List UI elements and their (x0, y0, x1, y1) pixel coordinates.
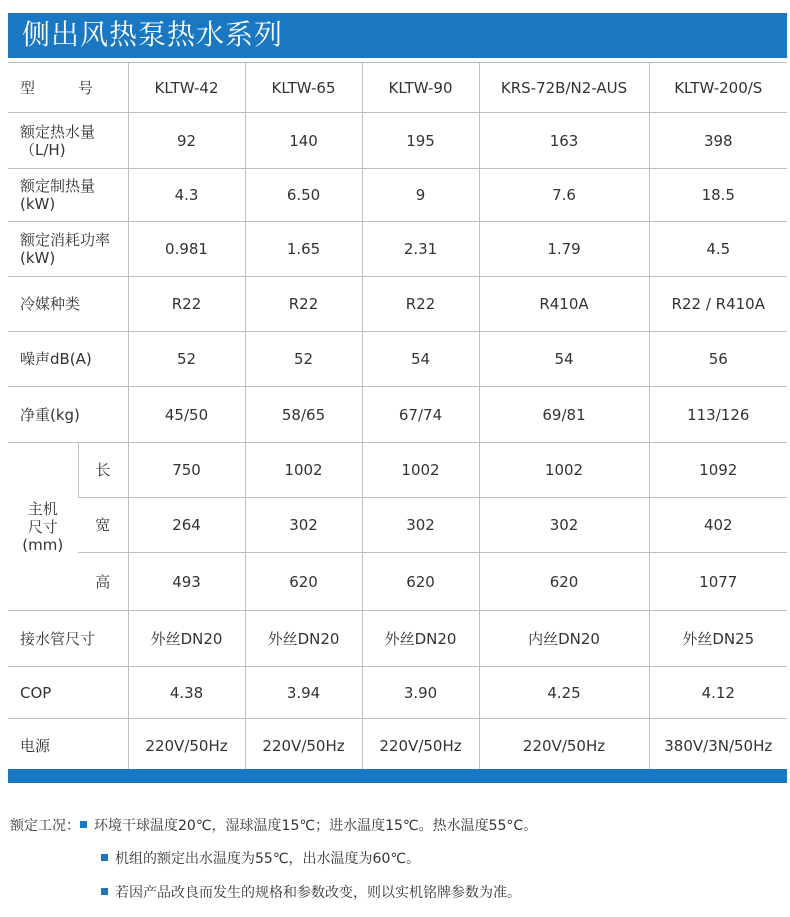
value-cell: 302 (362, 498, 479, 553)
table-row (8, 277, 787, 332)
value-cell: 4.5 (649, 222, 787, 277)
value-cell: 1002 (245, 443, 362, 498)
value-cell: 7.6 (479, 169, 649, 222)
note-item: 额定工况： 环境干球温度20℃，湿球温度15℃；进水温度15℃。热水温度55°C。 (10, 818, 538, 834)
model-cell: KLTW-200/S (649, 63, 787, 113)
value-cell: 56 (649, 332, 787, 387)
value-cell: 67/74 (362, 387, 479, 443)
row-label: 型 号 (8, 63, 128, 113)
table-row (8, 611, 787, 667)
value-cell: 45/50 (128, 387, 245, 443)
dimension-label: 宽 (78, 498, 128, 553)
value-cell: 4.3 (128, 169, 245, 222)
value-cell: 54 (362, 332, 479, 387)
value-cell: 113/126 (649, 387, 787, 443)
note-item: 若因产品改良而发生的规格和参数改变，则以实机铭牌参数为准。 (101, 882, 521, 904)
value-cell: 0.981 (128, 222, 245, 277)
dimension-label: 高 (78, 553, 128, 611)
value-cell: 4.25 (479, 667, 649, 719)
row-label: 噪声dB(A) (8, 332, 128, 387)
dimension-label: 长 (78, 443, 128, 498)
value-cell: 163 (479, 113, 649, 169)
table-row-dimension (8, 498, 787, 553)
value-cell: 620 (479, 553, 649, 611)
value-cell: 内丝DN20 (479, 611, 649, 667)
table-row (8, 169, 787, 222)
notes-prefix: 额定工况： (10, 818, 80, 834)
bullet-icon (80, 821, 87, 828)
bullet-icon (101, 888, 108, 895)
value-cell: 140 (245, 113, 362, 169)
value-cell: 92 (128, 113, 245, 169)
row-label: 接水管尺寸 (8, 611, 128, 667)
table-row (8, 667, 787, 719)
row-label: 额定热水量 （L/H) (8, 113, 128, 169)
model-cell: KLTW-90 (362, 63, 479, 113)
value-cell: 220V/50Hz (245, 719, 362, 774)
table-row-model (8, 63, 787, 113)
value-cell: 1002 (479, 443, 649, 498)
value-cell: 外丝DN20 (362, 611, 479, 667)
bullet-icon (101, 854, 108, 861)
spec-table (8, 62, 787, 774)
table-row-dimension (8, 443, 787, 498)
model-cell: KRS-72B/N2-AUS (479, 63, 649, 113)
value-cell: 302 (479, 498, 649, 553)
value-cell: 1.79 (479, 222, 649, 277)
value-cell: 69/81 (479, 387, 649, 443)
value-cell: 750 (128, 443, 245, 498)
row-label: 冷媒种类 (8, 277, 128, 332)
value-cell: 1.65 (245, 222, 362, 277)
table-row (8, 222, 787, 277)
value-cell: 6.50 (245, 169, 362, 222)
model-cell: KLTW-42 (128, 63, 245, 113)
row-label: COP (8, 667, 128, 719)
value-cell: 398 (649, 113, 787, 169)
value-cell: 18.5 (649, 169, 787, 222)
value-cell: 220V/50Hz (128, 719, 245, 774)
value-cell: 220V/50Hz (362, 719, 479, 774)
value-cell: 4.38 (128, 667, 245, 719)
value-cell: 54 (479, 332, 649, 387)
bottom-bar (8, 769, 787, 783)
row-label: 净重(kg) (8, 387, 128, 443)
value-cell: 52 (245, 332, 362, 387)
row-label: 额定消耗功率 (kW) (8, 222, 128, 277)
value-cell: 1077 (649, 553, 787, 611)
table-row (8, 387, 787, 443)
value-cell: 2.31 (362, 222, 479, 277)
value-cell: R22 (245, 277, 362, 332)
value-cell: 493 (128, 553, 245, 611)
value-cell: R22 (362, 277, 479, 332)
value-cell: 52 (128, 332, 245, 387)
value-cell: 58/65 (245, 387, 362, 443)
value-cell: 402 (649, 498, 787, 553)
value-cell: R22 / R410A (649, 277, 787, 332)
value-cell: 9 (362, 169, 479, 222)
value-cell: 620 (362, 553, 479, 611)
value-cell: 620 (245, 553, 362, 611)
model-cell: KLTW-65 (245, 63, 362, 113)
dimension-group-label: 主机 尺寸 (mm) (8, 443, 78, 611)
value-cell: 3.94 (245, 667, 362, 719)
value-cell: R22 (128, 277, 245, 332)
value-cell: 1002 (362, 443, 479, 498)
value-cell: 外丝DN20 (128, 611, 245, 667)
value-cell: 3.90 (362, 667, 479, 719)
value-cell: 302 (245, 498, 362, 553)
table-row (8, 332, 787, 387)
table-row (8, 113, 787, 169)
value-cell: 220V/50Hz (479, 719, 649, 774)
note-item: 机组的额定出水温度为55℃，出水温度为60℃。 (101, 848, 420, 870)
value-cell: 195 (362, 113, 479, 169)
page-title: 侧出风热泵热水系列 (22, 18, 284, 51)
value-cell: 外丝DN25 (649, 611, 787, 667)
value-cell: 4.12 (649, 667, 787, 719)
row-label: 额定制热量 (kW) (8, 169, 128, 222)
table-row (8, 719, 787, 774)
value-cell: 外丝DN20 (245, 611, 362, 667)
value-cell: 1092 (649, 443, 787, 498)
title-bar (8, 13, 787, 58)
row-label: 电源 (8, 719, 128, 774)
value-cell: 380V/3N/50Hz (649, 719, 787, 774)
value-cell: 264 (128, 498, 245, 553)
value-cell: R410A (479, 277, 649, 332)
table-row-dimension (8, 553, 787, 611)
